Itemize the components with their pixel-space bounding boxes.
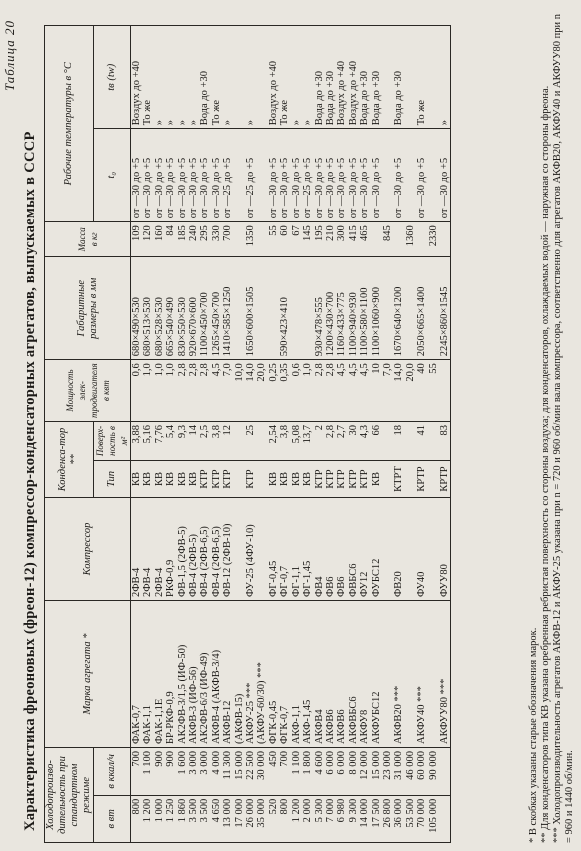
table-row	[131, 26, 451, 843]
header-capacity: Холодопроизво-дительность при стандартном режиме	[45, 748, 94, 843]
footnote-2: ** Для конденсаторов типа КВ указана оребренная ребристая поверхность со стороны воздуха; для конденсаторов, охлаждаемых водой — наружная со стороны фреона.	[540, 85, 551, 843]
col-watts: 800 1 200 1 000 1 250 1 860 3 500 3 500 4 650 13 000 17 000 26 000 35 000 520 800 1 200 2 000 5 300 7 000 6 980 9 300 14 000 17 500 26 800 36 000 53 500 70 000 105 000	[131, 795, 451, 842]
header-compressor: Компрессор	[45, 498, 131, 601]
col-mass: 109 120 160 84 185 240 295 330 700 1350 55 60 67 145 195 210 300 415 465 845 1360 2330	[131, 222, 451, 257]
footnote-3: *** Холодопроизводительность агрегатов АКФВ-12 и АКФУ-25 указана при n = 720 и 960 об/мин вала компрессора, соответственно для агрегатов АКФВ20, АКФУ40 и АКФУУ80 при n = 960 и 1440 об/мин.	[552, 13, 575, 843]
header-mass: Масса в кг	[45, 222, 131, 257]
header-cond-type: Тип	[94, 461, 131, 498]
col-compressor: 2ФВ-4 2ФВ-4 2ФВ-4 РКФ-0,9 ФВ-1,5 (2ФВ-5) ФВ-4 (2ФВ-5) ФВ-4 (2ФВ-6,5) ФВ-4 (2ФВ-6,5) ФВ-12 (2ФВ-10) ФУ-25 (4ФУ-10) ФГ-0,45 ФГ-0,7 ФГ-1,1 ФГ-1,45 ФВ4 ФВ6 ФВ6 ФВБС6 ФУ12 ФУБС12 ФВ20 ФУ40 ФУУ80	[131, 498, 451, 601]
header-condenser: Конденса-тор **	[45, 422, 94, 498]
col-kcal: 700 1 100 900 900 1 600 3 000 3 000 4 000 11 300 15 000 22 500 30 000 450 700 1 100 1 800 4 600 6 000 6 000 8 000 12 000 15 000 23 000 31 000 46 000 60 000 90 000	[131, 748, 451, 796]
col-t0: от —30 до +5 от —30 до +5 от —30 до +5 от —30 до +5 от —30 до +5 от —30 до +5 от —30 до +5 от —30 до +5 от —25 до +5 от —25 до +5 от —30 до +5 от —30 до +5 от —30 до +5 от —25 до +5 от —30 до +5 от —30 до +5 от —30 до +5 от —30 до +5 от —30 до +5 от —30 до +5 от —30 до +5 от —30 до +5 от —30 до +5	[131, 129, 451, 222]
col-brand: ФАК-0,7 ФАК-1,1 ФАК-1,1Е БР-РКФ-0,9 АК2ФВ-3/1,5 (ИФ-50) АКФВ-3 (ИФ-56) АК2ФВ-6/3 (ИФ-49) АКФВ-4 (АКФВ-3/4) АКФВ-12 (АКФВ-15) АКФУ-25 *** (АКФУ-60/30) *** ФГК-0,45 ФГК-0,7 АКФ-1,1 АКФ-1,45 АКФВ4 АКФВ6 АКФВ6 АКФВБС6 АКФУ8 АКФУБС12 АКФВ20 *** АКФУ40 *** АКФУУ80 ***	[131, 601, 451, 748]
data-table	[44, 25, 451, 843]
header-temperatures: Рабочие температуры в °С	[45, 26, 94, 222]
header-dimensions: Габаритные размеры в мм	[45, 257, 131, 360]
footnote-1: * В скобках указаны старые обозначения марок.	[528, 627, 539, 843]
header-tb: tв (tw)	[94, 26, 131, 129]
col-motor: 0,6 1,0 1,0 1,0 2,8 2,8 2,8 4,5 7,0 10,0 14,0 20,0 0,25 0,35 0,6 1,0 2,8 2,8 4,5 4,5 4,5 10 7,0 14,0 20,0 40 55	[131, 360, 451, 422]
header-brand: Марка агрегата *	[45, 601, 131, 748]
col-cond-area: 3,88 5,16 7,76 5,4 9,3 14 2,5 3,8 12 25 2,54 3,8 5,08 13,7 2 2,8 2,7 30 4,3 66 18 41 83	[131, 422, 451, 461]
footnotes	[528, 11, 576, 843]
col-cond-type: КВ КВ КВ КВ КВ КВ КТР КТР КТР КТР КВ КВ КВ КВ КТР КТР КТР КТР КТР КВ КТРТ КРТР КРТР	[131, 461, 451, 498]
col-dimensions: 680×490×530 680×513×530 680×528×530 665×540×490 830×550×530 920×670×600 1100×450×700 1265×450×700 1410×585×1250 1650×600×1505 590×423×410 930×478×555 1200×430×700 1160×433×775 1100×940×930 1100×580×1100 1100×1060×900 1670×640×1200 2050×665×1400 2245×860×1545	[131, 257, 451, 360]
header-cond-area: Поверх-ность в м²	[94, 422, 131, 461]
header-watts: в вт	[94, 795, 131, 842]
col-tb: Воздух до +40 То же » » » » Вода до +30 То же » » Воздух до +40 То же » » Вода до +30 Вода до +30 Воздух до +40 Воздух до +40 Вода до +30 Вода до +30 Вода до +30 То же »	[131, 26, 451, 129]
table-label: Таблица 20	[2, 19, 17, 91]
header-t0: t₀	[94, 129, 131, 222]
header-kcal: в ккал/ч	[94, 748, 131, 796]
header-motor: Мощность элек-тродвигателя в квт	[45, 360, 131, 422]
table-title: Характеристика фреоновых (фреон-12) компрессор-конденсаторных агрегатов, выпускаемых в СССР	[22, 131, 38, 831]
